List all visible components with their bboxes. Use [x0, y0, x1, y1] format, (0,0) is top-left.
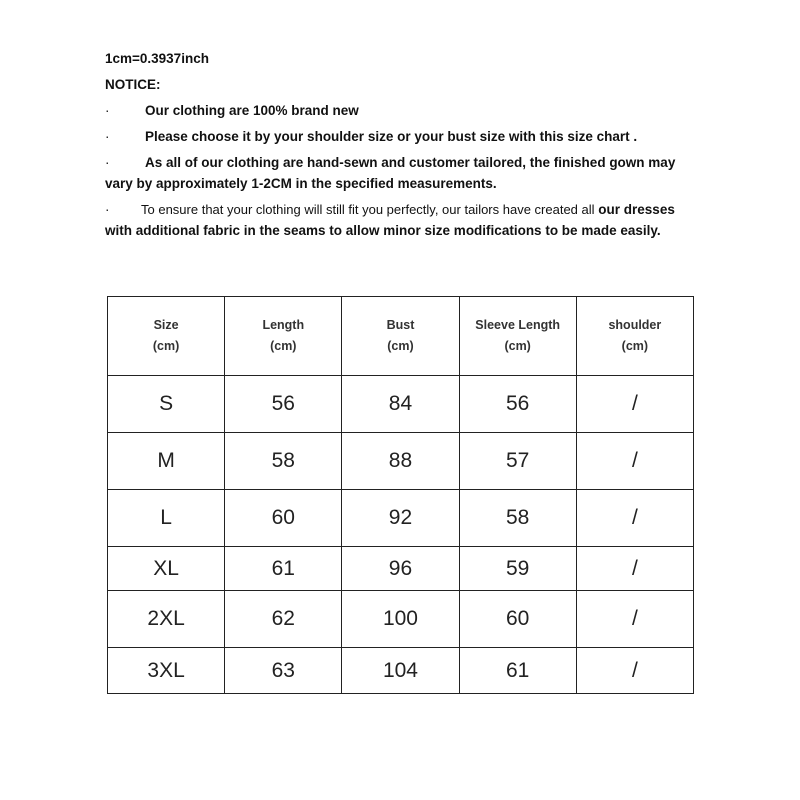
notice-item-text: Our clothing are 100% brand new: [145, 103, 359, 118]
table-row: [108, 547, 694, 591]
cell-sleeve-length: 60: [459, 591, 576, 648]
cell-sleeve-length: 58: [459, 490, 576, 547]
bullet-icon: ·: [105, 129, 110, 144]
bullet-icon: ·: [105, 202, 110, 217]
cell-size: 3XL: [108, 648, 225, 694]
header-shoulder: shoulder (cm): [576, 297, 693, 376]
cell-length: 63: [225, 648, 342, 694]
cell-shoulder: /: [576, 547, 693, 591]
notice-item-text: As all of our clothing are hand-sewn and customer tailored, the finished gown may vary by approximately 1-2CM in the specified measurements.: [105, 155, 676, 191]
cell-shoulder: /: [576, 648, 693, 694]
table-row: [108, 648, 694, 694]
header-size: Size (cm): [108, 297, 225, 376]
cell-bust: 88: [342, 433, 459, 490]
cell-size: L: [108, 490, 225, 547]
cell-length: 61: [225, 547, 342, 591]
cell-length: 62: [225, 591, 342, 648]
cell-shoulder: /: [576, 490, 693, 547]
cell-length: 60: [225, 490, 342, 547]
header-length: Length (cm): [225, 297, 342, 376]
notice-item-text: Please choose it by your shoulder size or your bust size with this size chart .: [145, 129, 638, 144]
cell-bust: 92: [342, 490, 459, 547]
cell-size: XL: [108, 547, 225, 591]
notice-title: NOTICE:: [105, 77, 161, 92]
cell-shoulder: /: [576, 433, 693, 490]
table-row: [108, 490, 694, 547]
notice-item-lead-text: To ensure that your clothing will still fit you perfectly, our tailors have created all: [141, 202, 595, 217]
cell-sleeve-length: 61: [459, 648, 576, 694]
unit-conversion: 1cm=0.3937inch: [105, 51, 209, 66]
cell-sleeve-length: 56: [459, 376, 576, 433]
cell-shoulder: /: [576, 591, 693, 648]
cell-size: 2XL: [108, 591, 225, 648]
cell-bust: 96: [342, 547, 459, 591]
size-chart-table: [107, 296, 694, 694]
cell-sleeve-length: 59: [459, 547, 576, 591]
bullet-icon: ·: [105, 103, 110, 118]
cell-size: M: [108, 433, 225, 490]
cell-bust: 100: [342, 591, 459, 648]
cell-sleeve-length: 57: [459, 433, 576, 490]
cell-bust: 84: [342, 376, 459, 433]
header-sleeve-length: Sleeve Length (cm): [459, 297, 576, 376]
notice-item: [105, 199, 685, 241]
header-bust: Bust (cm): [342, 297, 459, 376]
cell-bust: 104: [342, 648, 459, 694]
cell-size: S: [108, 376, 225, 433]
cell-length: 56: [225, 376, 342, 433]
cell-shoulder: /: [576, 376, 693, 433]
bullet-icon: ·: [105, 155, 110, 170]
notice-section: [105, 48, 685, 246]
table-row: [108, 376, 694, 433]
notice-item-text: our dresses with additional fabric in the seams to allow minor size modifications to be made easily.: [105, 202, 675, 238]
table-header-row: [108, 297, 694, 376]
cell-length: 58: [225, 433, 342, 490]
table-row: [108, 433, 694, 490]
table-row: [108, 591, 694, 648]
notice-item: [105, 126, 685, 147]
notice-item: [105, 152, 685, 194]
notice-item: [105, 100, 685, 121]
